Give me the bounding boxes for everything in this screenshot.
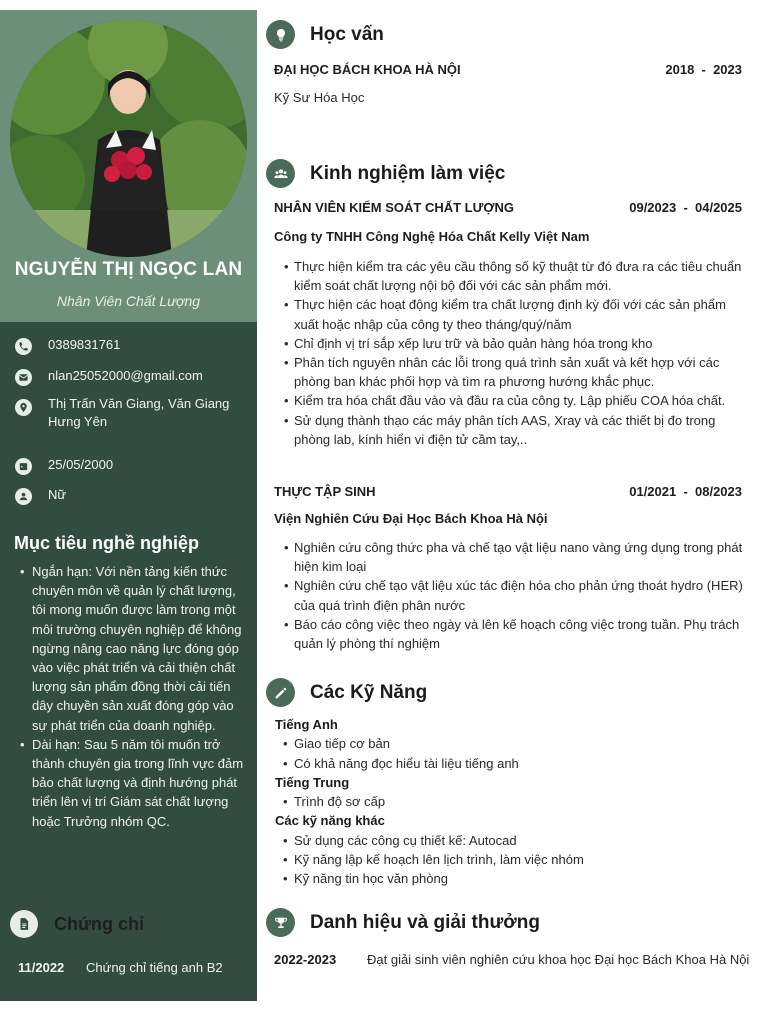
job-position: THỰC TẬP SINH [274,484,376,499]
award-year: 2022-2023 [274,952,337,967]
lightbulb-icon [266,20,295,49]
skill-item: • Trình độ sơ cấp [275,792,745,811]
skill-item: • Giao tiếp cơ bản [275,734,745,753]
avatar-photo-icon [10,20,247,257]
person-name: NGUYỄN THỊ NGỌC LAN [14,259,243,280]
location-icon [15,399,32,416]
profile-header [0,10,257,322]
skills-list [275,715,745,889]
certificate-date: 11/2022 [18,960,65,975]
person-role: Nhân Viên Chất Lượng [56,293,201,309]
email-icon [15,369,32,386]
career-goal-title: Mục tiêu nghề nghiệp [14,533,199,553]
job-header [274,484,742,499]
school-name: ĐẠI HỌC BÁCH KHOA HÀ NỘI [274,62,461,77]
job-company: Viện Nghiên Cứu Đại Học Bách Khoa Hà Nội [274,511,548,526]
education-header [266,20,384,49]
calendar-icon [15,458,32,475]
awards-title: Danh hiệu và giải thưởng [310,911,540,933]
skill-group-name: Các kỹ năng khác [275,813,385,829]
career-goal-item: • Ngắn hạn: Với nền tảng kiến thức chuyên môn về quản lý chất lượng, tôi mong muốn được làm trong một môi trường chuyên nghiệp để không ngừng nâng cao năng lực đóng góp vào việc phát triển và cải thiện chất lượng sản phẩm đồng thời cải tiến dây chuyền sản xuất đóng góp vào sự phát triển của doanh nghiệp. [18,562,250,735]
job-period: 09/2023 - 04/2025 [629,200,742,215]
education-degree: Kỹ Sư Hóa Học [274,90,365,105]
education-period: 2018 - 2023 [665,62,742,77]
job-task: • Sử dụng thành thạo các máy phân tích AAS, Xray và các thiết bị đo trong phòng lab, kính hiển vi điện tử cầm tay,.. [284,411,746,449]
certificates-header [10,910,144,938]
job-task: • Phân tích nguyên nhân các lỗi trong quá trình sản xuất và kết hợp với các phòng ban khác phối hợp và tìm ra phương hướng khắc phục. [284,353,746,391]
job-task: • Chỉ định vị trí sắp xếp lưu trữ và bảo quản hàng hóa trong kho [284,334,746,353]
award-text: Đạt giải sinh viên nghiên cứu khoa học Đại học Bách Khoa Hà Nội [367,952,750,967]
address-text: Thị Trấn Văn Giang, Văn Giang Hưng Yên [48,396,230,429]
job-task: • Thực hiện các hoạt động kiểm tra chất lượng định kỳ đối với các sản phẩm xuất hoặc nhập của công ty theo tháng/quý/năm [284,295,746,333]
team-icon [266,159,295,188]
experience-title: Kinh nghiệm làm việc [310,162,506,184]
trophy-icon [266,908,295,937]
skill-item: • Kỹ năng lập kế hoạch lên lịch trình, làm việc nhóm [275,850,745,869]
main-content [266,0,756,1024]
phone-icon [15,338,32,355]
gender-text: Nữ [48,487,67,502]
job-task: • Nghiên cứu chế tạo vật liệu xúc tác điện hóa cho phản ứng thoát hydro (HER) của quá trình điện phân nước [284,576,746,614]
career-goal-list [18,562,250,831]
job-position: NHÂN VIÊN KIỂM SOÁT CHẤT LƯỢNG [274,200,514,215]
job-task-list [284,538,746,653]
document-icon [10,910,38,938]
job-task-list [284,257,746,449]
certificates-title: Chứng chỉ [54,913,145,934]
job-task: • Thực hiện kiểm tra các yêu cầu thông số kỹ thuật từ đó đưa ra các tiêu chuẩn kiểm soát chất lượng nội bộ đối với các sản phẩm mới. [284,257,746,295]
experience-header [266,159,505,188]
awards-header [266,908,540,937]
email-text: nlan25052000@gmail.com [48,368,203,383]
job-header [274,200,742,215]
skills-title: Các Kỹ Năng [310,681,428,703]
certificate-name: Chứng chỉ tiếng anh B2 [86,960,223,975]
birthday-text: 25/05/2000 [48,457,114,472]
job-task: • Kiểm tra hóa chất đầu vào và đầu ra của công ty. Lập phiếu COA hóa chất. [284,391,746,410]
job-task: • Báo cáo công việc theo ngày và lên kế hoạch công việc trong tuần. Phụ trách quản lý phòng thí nghiệm [284,615,746,653]
sidebar [0,10,257,1001]
education-school-row [274,62,742,77]
skill-item: • Sử dụng các công cụ thiết kế: Autocad [275,831,745,850]
education-title: Học vấn [310,23,384,45]
avatar [10,20,247,257]
job-company: Công ty TNHH Công Nghệ Hóa Chất Kelly Việt Nam [274,229,590,244]
person-icon [15,488,32,505]
career-goal-item: • Dài hạn: Sau 5 năm tôi muốn trở thành chuyên gia trong lĩnh vực đảm bảo chất lượng và định hướng phát triển lên vị trí Giám sát chất lượng hoặc Trưởng nhóm QC. [18,735,250,831]
pencil-icon [266,678,295,707]
skill-group-name: Tiếng Trung [275,774,350,790]
job-task: • Nghiên cứu công thức pha và chế tạo vật liệu nano vàng ứng dụng trong phát hiện kim loại [284,538,746,576]
skill-group-name: Tiếng Anh [275,717,338,732]
skill-item: • Có khả năng đọc hiểu tài liệu tiếng anh [275,754,745,773]
skill-item: • Kỹ năng tin học văn phòng [275,869,745,888]
skills-header [266,678,427,707]
job-period: 01/2021 - 08/2023 [629,484,742,499]
phone-text: 0389831761 [48,337,121,352]
